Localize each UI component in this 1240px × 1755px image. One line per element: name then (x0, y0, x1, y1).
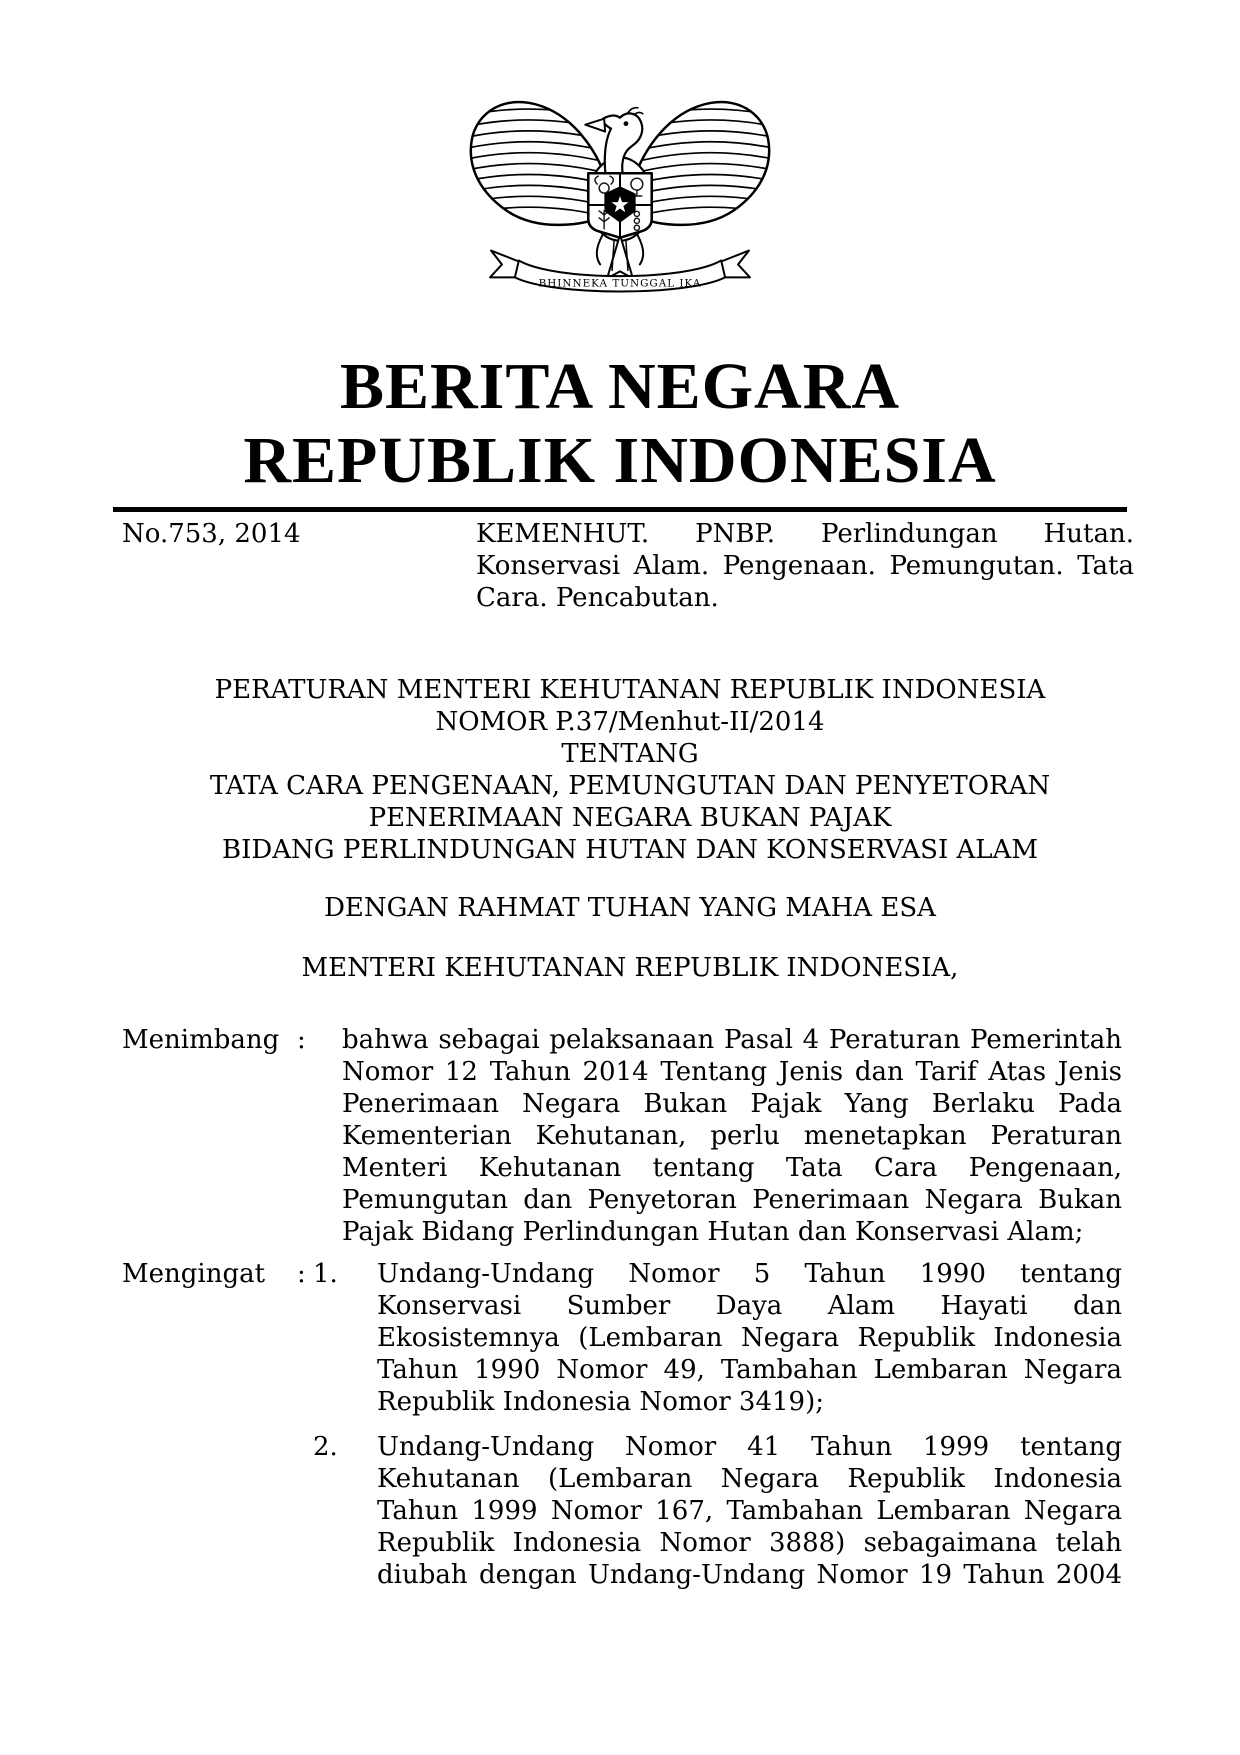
recalling-colon: : (297, 1259, 306, 1289)
gazette-header-row (122, 518, 1134, 614)
legal-reference-text: Undang-Undang Nomor 5 Tahun 1990 tentang Konservasi Sumber Daya Alam Hayati dan Ekosistemnya (Lembaran Negara Republik Indonesia Tahun 1990 Nomor 49, Tambahan Lembaran Negara Republik Indonesia Nomor 3419); (377, 1259, 1122, 1417)
legal-reference-number: 2. (313, 1432, 338, 1462)
regulation-number-line: NOMOR P.37/Menhut-II/2014 (435, 707, 825, 737)
regulation-subject-line2: PENERIMAAN NEGARA BUKAN PAJAK (368, 803, 892, 833)
regulation-title-block (126, 674, 1134, 866)
invocation-line: DENGAN RAHMAT TUHAN YANG MAHA ESA (324, 893, 936, 923)
masthead-divider (113, 507, 1127, 512)
gazette-masthead (0, 350, 1240, 498)
gazette-title-line2: REPUBLIK INDONESIA (243, 424, 997, 497)
regulation-title-line: PERATURAN MENTERI KEHUTANAN REPUBLIK INDONESIA (214, 675, 1046, 705)
regulation-subject-line3: BIDANG PERLINDUNGAN HUTAN DAN KONSERVASI ALAM (222, 835, 1038, 865)
considering-paragraph: bahwa sebagai pelaksanaan Pasal 4 Peraturan Pemerintah Nomor 12 Tahun 2014 Tentang Jenis dan Tarif Atas Jenis Penerimaan Negara Bukan Pajak Yang Berlaku Pada Kementerian Kehutanan, perlu menetapkan Peraturan Menteri Kehutanan tentang Tata Cara Pengenaan, Pemungutan dan Penyetoran Penerimaan Negara Bukan Pajak Bidang Perlindungan Hutan dan Konservasi Alam; (342, 1025, 1122, 1247)
eagle-tail (607, 235, 633, 279)
pancasila-shield-icon (588, 173, 651, 237)
recalling-label: Mengingat (122, 1259, 266, 1289)
gazette-title-line1: BERITA NEGARA (339, 350, 901, 423)
considering-clause (0, 1024, 1240, 1248)
regulation-tentang-line: TENTANG (561, 739, 699, 769)
subject-abstract: KEMENHUT. PNBP. Perlindungan Hutan. Konservasi Alam. Pengenaan. Pemungutan. Tata Cara. Pencabutan. (476, 519, 1134, 613)
legal-reference-number: 1. (313, 1259, 338, 1289)
motto-text: BHINNEKA TUNGGAL IKA (538, 277, 702, 290)
authority-line: MENTERI KEHUTANAN REPUBLIK INDONESIA, (301, 953, 959, 983)
regulation-subject-line1: TATA CARA PENGENAAN, PEMUNGUTAN DAN PENYETORAN (209, 771, 1051, 801)
emblem-container (0, 0, 1240, 320)
legal-reference-item (313, 1431, 1122, 1591)
issue-number: No.753, 2014 (122, 519, 301, 549)
considering-colon: : (297, 1025, 306, 1055)
legal-reference-text: Undang-Undang Nomor 41 Tahun 1999 tentang Kehutanan (Lembaran Negara Republik Indonesia Tahun 1999 Nomor 167, Tambahan Lembaran Negara Republik Indonesia Nomor 3888) sebagaimana telah diubah dengan Undang-Undang Nomor 19 Tahun 2004 (377, 1432, 1122, 1590)
considering-label: Menimbang (122, 1025, 280, 1055)
garuda-pancasila-emblem (461, 82, 779, 320)
legal-reference-item (313, 1258, 1122, 1418)
recalling-clause (0, 1258, 1240, 1591)
